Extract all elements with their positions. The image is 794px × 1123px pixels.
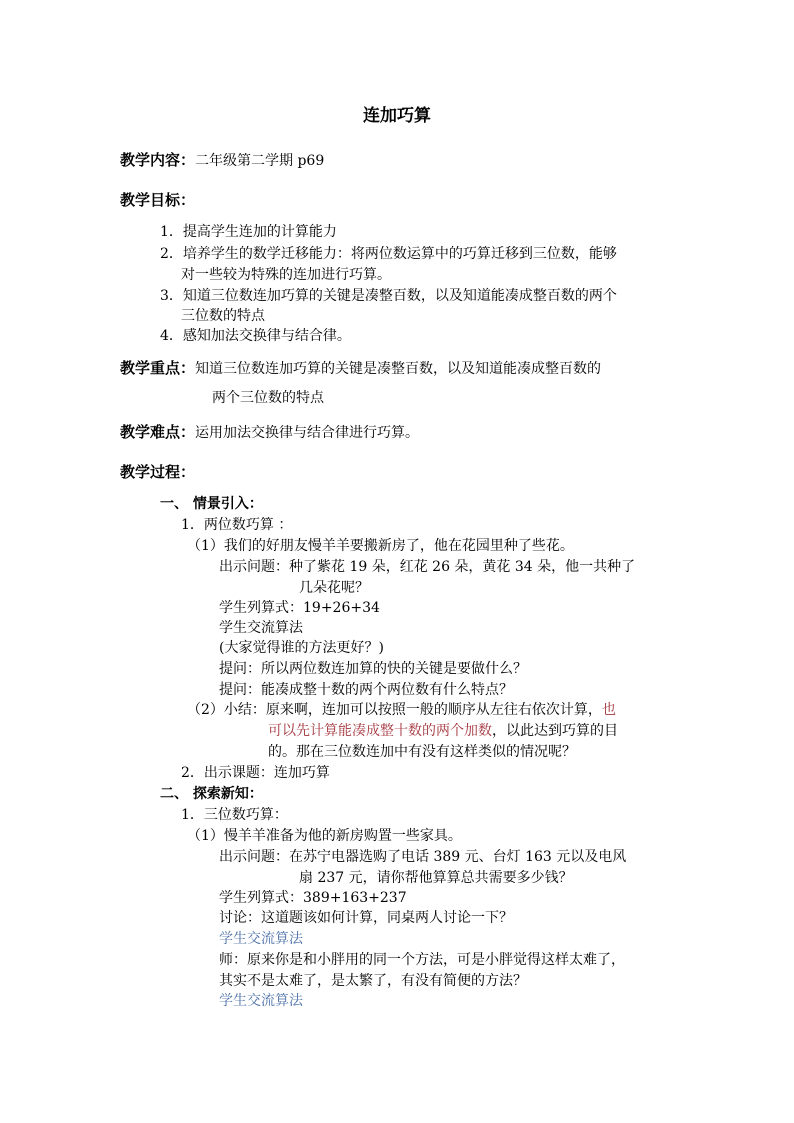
goal-item: 4．感知加法交换律与结合律。 [160,328,351,344]
paragraph: 学生交流算法 [219,620,303,636]
paragraph: (大家觉得谁的方法更好？) [219,640,384,656]
goal-item: 3．知道三位数连加巧算的关键是凑整百数，以及知道能凑成整百数的两个 [160,288,617,304]
summary-highlight: 可以先计算能凑成整十数的两个加数 [268,723,492,739]
paragraph: 出示问题：种了紫花 19 朵，红花 26 朵，黄花 34 朵，他一共种了 [219,559,636,575]
page-title: 连加巧算 [363,106,431,126]
goal-item: 2．培养学生的数学迁移能力：将两位数运算中的巧算迁移到三位数，能够 [160,246,617,262]
paragraph: 讨论：这道题该如何计算，同桌两人讨论一下？ [219,910,513,926]
difficulty-row [120,422,419,443]
subsection-heading: 1．三位数巧算： [181,807,288,823]
summary-text: （2）小结：原来啊，连加可以按照一般的顺序从左往右依次计算， [187,702,602,718]
goal-item: 对一些较为特殊的连加进行巧算。 [181,267,391,283]
summary-text: ，以此达到巧算的目 [492,723,618,739]
paragraph: 几朵花呢？ [299,580,369,596]
subsection-heading: 1．两位数巧算 ： [181,517,293,533]
highlight-line: 学生交流算法 [219,931,303,947]
paragraph: （1）慢羊羊准备为他的新房购置一些家具。 [187,828,462,844]
section-heading: 一、 情景引入： [160,496,263,512]
paragraph: 学生列算式：389+163+237 [219,890,407,906]
paragraph: 扇 237 元，请你帮他算算总共需要多少钱？ [299,870,573,886]
difficulty-label: 教学难点： [120,423,196,441]
paragraph: （1）我们的好朋友慢羊羊要搬新房了，他在花园里种了些花。 [187,538,574,554]
difficulty-value: 运用加法交换律与结合律进行巧算。 [195,425,420,441]
highlight-line: 学生交流算法 [219,993,303,1009]
paragraph: 提问：所以两位数连加算的快的关键是要做什么？ [219,661,527,677]
content-value: 二年级第二学期 p69 [195,153,325,169]
key-value-cont: 两个三位数的特点 [212,390,324,406]
content-label: 教学内容： [120,151,196,169]
summary-line [187,700,616,720]
process-label: 教学过程： [120,463,196,481]
content-row [120,150,324,171]
goal-item: 1．提高学生连加的计算能力 [160,224,337,240]
summary-line: 的。那在三位数连加中有没有这样类似的情况呢？ [268,744,576,760]
paragraph: 提问：能凑成整十数的两个两位数有什么特点？ [219,682,513,698]
key-label: 教学重点： [120,359,196,377]
section-heading: 二、 探索新知： [160,786,263,802]
goal-item: 三位数的特点 [181,308,265,324]
key-row [120,358,601,379]
summary-line [268,721,618,741]
paragraph: 学生列算式：19+26+34 [219,600,380,616]
paragraph: 其实不是太难了，是太繁了，有没有简便的方法？ [219,973,527,989]
key-value: 知道三位数连加巧算的关键是凑整百数，以及知道能凑成整百数的 [195,361,602,377]
subsection-heading: 2．出示课题：连加巧算 [181,765,330,781]
paragraph: 出示问题：在苏宁电器选购了电话 389 元、台灯 163 元以及电风 [219,849,627,865]
goals-label: 教学目标： [120,191,196,209]
paragraph: 师：原来你是和小胖用的同一个方法，可是小胖觉得这样太难了， [219,952,625,968]
summary-highlight: 也 [601,702,616,718]
